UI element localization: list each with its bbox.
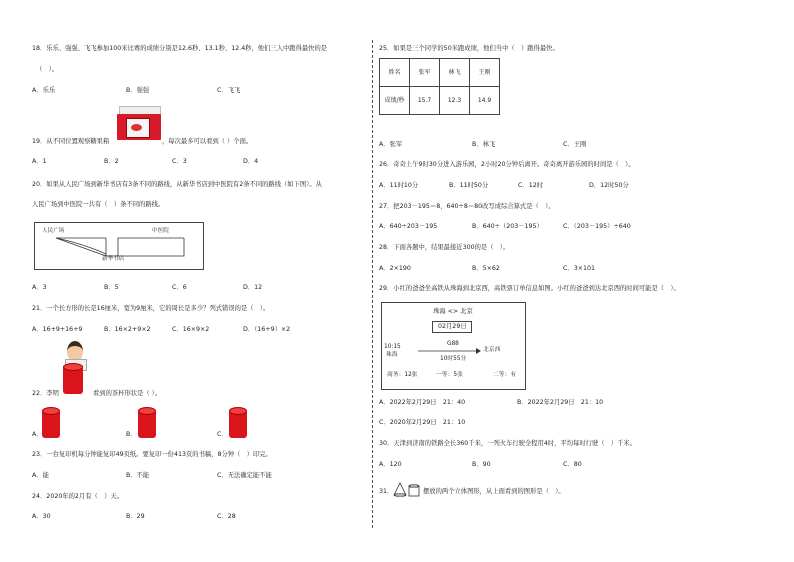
q21-option-b[interactable]: B．16×2+9×2 xyxy=(104,326,151,333)
q22-option-c[interactable]: C． xyxy=(217,431,228,438)
q31-stem-b: 摆放的两个立体图形，从上面看到的图形是（ ）。 xyxy=(423,488,565,495)
q23-option-a[interactable]: A．能 xyxy=(32,472,49,479)
q24-option-c[interactable]: C．28 xyxy=(217,513,236,520)
q21-option-a[interactable]: A．16+9+16+9 xyxy=(32,326,83,333)
q24-stem: 24．2020年的2月有（ ）天。 xyxy=(32,493,124,500)
q27-option-a[interactable]: A．640÷203－195 xyxy=(379,223,438,230)
candy-box-image xyxy=(117,106,163,140)
q22-option-b[interactable]: B． xyxy=(126,431,137,438)
q20-stem-line1: 20．如果从人民广场到新华书店有3条不同的路线，从新华书店到中医院有2条不同的路线（如下图）。从 xyxy=(32,181,322,188)
q18-option-b[interactable]: B．强强 xyxy=(126,87,150,94)
column-divider xyxy=(372,40,373,528)
q25-option-c[interactable]: C．王刚 xyxy=(563,141,587,148)
q26-option-b[interactable]: B．11时50分 xyxy=(449,182,489,189)
q26-stem: 26．奇奇上午9时30分进入游乐园，2小时20分钟后离开。奇奇离开游乐园的时间是（ ）。 xyxy=(379,161,635,168)
map-start-label: 人民广场 xyxy=(42,228,65,234)
q28-option-b[interactable]: B．5×62 xyxy=(472,265,500,272)
table-header-cell: 姓名 xyxy=(380,59,410,87)
map-middle-label: 新华书店 xyxy=(102,256,125,262)
q22-option-a[interactable]: A． xyxy=(32,431,43,438)
q19-option-a[interactable]: A．1 xyxy=(32,158,47,165)
q19-option-c[interactable]: C．3 xyxy=(172,158,187,165)
table-header-cell: 张军 xyxy=(410,59,440,87)
q28-option-a[interactable]: A．2×190 xyxy=(379,265,411,272)
q29-option-a[interactable]: A．2022年2月29日 21：40 xyxy=(379,399,466,406)
q27-stem: 27．把203－195＝8，640÷8＝80改写成综合算式是（ ）。 xyxy=(379,203,555,210)
q18-stem-line2: （ ）。 xyxy=(36,66,59,73)
table-cell: 15.7 xyxy=(410,87,440,115)
q26-option-a[interactable]: A．11时10分 xyxy=(379,182,419,189)
table-cell: 12.3 xyxy=(440,87,470,115)
solid-shapes-icon xyxy=(392,481,422,497)
arrow-icon xyxy=(418,347,482,355)
cup-option-c[interactable] xyxy=(229,410,247,438)
q20-option-a[interactable]: A．3 xyxy=(32,284,47,291)
q29-option-c[interactable]: C．2020年2月29日 21：10 xyxy=(379,419,466,426)
q25-option-b[interactable]: B．林飞 xyxy=(472,141,496,148)
q20-option-d[interactable]: D．12 xyxy=(243,284,263,291)
q26-option-c[interactable]: C．12时 xyxy=(518,182,544,189)
table-header-cell: 林飞 xyxy=(440,59,470,87)
q18-stem-line1: 18．乐乐、强强、飞飞参加100米比赛的成绩分别是12.6秒、13.1秒、12.4秒，他们三人中跑得最快的是 xyxy=(32,45,328,52)
q29-stem: 29．小红的爸爸坐高铁从珠海到北京西，高铁票订单信息如图。小红的爸爸到达北京西的时间可能是（ ）。 xyxy=(379,285,680,292)
q21-stem: 21．一个长方形的长是16厘米，宽为9厘米，它的周长是多少？列式错误的是（ ）。 xyxy=(32,305,270,312)
ticket-train: G88 xyxy=(447,341,459,347)
q30-option-c[interactable]: C．80 xyxy=(563,461,582,468)
q21-option-c[interactable]: C．16×9×2 xyxy=(172,326,210,333)
q26-option-d[interactable]: D．12时50分 xyxy=(589,182,629,189)
ticket-date: 02月29日 xyxy=(438,323,467,330)
q27-option-b[interactable]: B．640÷（203－195） xyxy=(472,223,543,230)
q23-stem: 23．一台复印机每分钟能复印49页纸。要复印一份413页的书稿，8分钟（ ）印完。 xyxy=(32,451,272,458)
table-cell: 14.9 xyxy=(470,87,500,115)
q20-option-c[interactable]: C．6 xyxy=(172,284,187,291)
q29-option-b[interactable]: B．2022年2月29日 21：10 xyxy=(517,399,604,406)
q22-stem-a: 22．李明 xyxy=(32,390,59,397)
q31-stem: 31． xyxy=(379,488,394,495)
q28-stem: 28．下面各题中，结果最接近300的是（ ）。 xyxy=(379,244,510,251)
q23-option-b[interactable]: B．不能 xyxy=(126,472,150,479)
q18-option-c[interactable]: C．飞飞 xyxy=(217,87,241,94)
q19-option-d[interactable]: D．4 xyxy=(243,158,259,165)
ticket-dep-time: 10:15 xyxy=(384,344,401,350)
table-header-cell: 王刚 xyxy=(470,59,500,87)
q30-option-a[interactable]: A．120 xyxy=(379,461,402,468)
q18-option-a[interactable]: A．乐乐 xyxy=(32,87,56,94)
q24-option-a[interactable]: A．30 xyxy=(32,513,51,520)
q20-stem-line2: 人民广场到中医院一共有（ ）条不同的路线。 xyxy=(32,201,165,208)
q22-stem-b: 看到的茶杯形状是（ ）。 xyxy=(93,390,162,397)
cup-image xyxy=(63,366,83,394)
score-table xyxy=(379,58,500,115)
ticket-route: 珠海 <> 北京 xyxy=(433,308,473,315)
ticket-seat-business: 商务：12张 xyxy=(387,372,418,378)
q20-option-b[interactable]: B．5 xyxy=(104,284,119,291)
ticket-arr-station: 北京西 xyxy=(483,347,501,353)
ticket-duration: 10时55分 xyxy=(440,356,467,362)
q19-option-b[interactable]: B．2 xyxy=(104,158,119,165)
cup-option-b[interactable] xyxy=(138,410,156,438)
ticket-seat-first: 一等：5张 xyxy=(436,372,463,378)
ticket-dep-station: 珠海 xyxy=(386,352,398,358)
q25-stem: 25．如果是三个同学的50米跑成绩，他们当中（ ）跑得最快。 xyxy=(379,45,559,52)
q30-stem: 30．天津到济南的铁路全长360千米，一列火车行驶全程用4时，平均每时行驶（ ）千米。 xyxy=(379,440,637,447)
cup-option-a[interactable] xyxy=(42,410,60,438)
map-end-label: 中医院 xyxy=(152,228,169,234)
q21-option-d[interactable]: D．（16+9）×2 xyxy=(243,326,291,333)
ticket-seat-second: 二等：有 xyxy=(493,372,517,378)
q27-option-c[interactable]: C．（203－195）÷640 xyxy=(563,223,631,230)
q19-stem-b: ，每次最多可以看到（ ）个面。 xyxy=(162,138,253,145)
q28-option-c[interactable]: C．3×101 xyxy=(563,265,595,272)
q19-stem-a: 19．从不同位置观察糖果箱 xyxy=(32,138,110,145)
q23-option-c[interactable]: C．无法确定能不能 xyxy=(217,472,272,479)
table-cell: 成绩/秒 xyxy=(380,87,410,115)
q24-option-b[interactable]: B．29 xyxy=(126,513,145,520)
q25-option-a[interactable]: A．张军 xyxy=(379,141,403,148)
q30-option-b[interactable]: B．90 xyxy=(472,461,491,468)
